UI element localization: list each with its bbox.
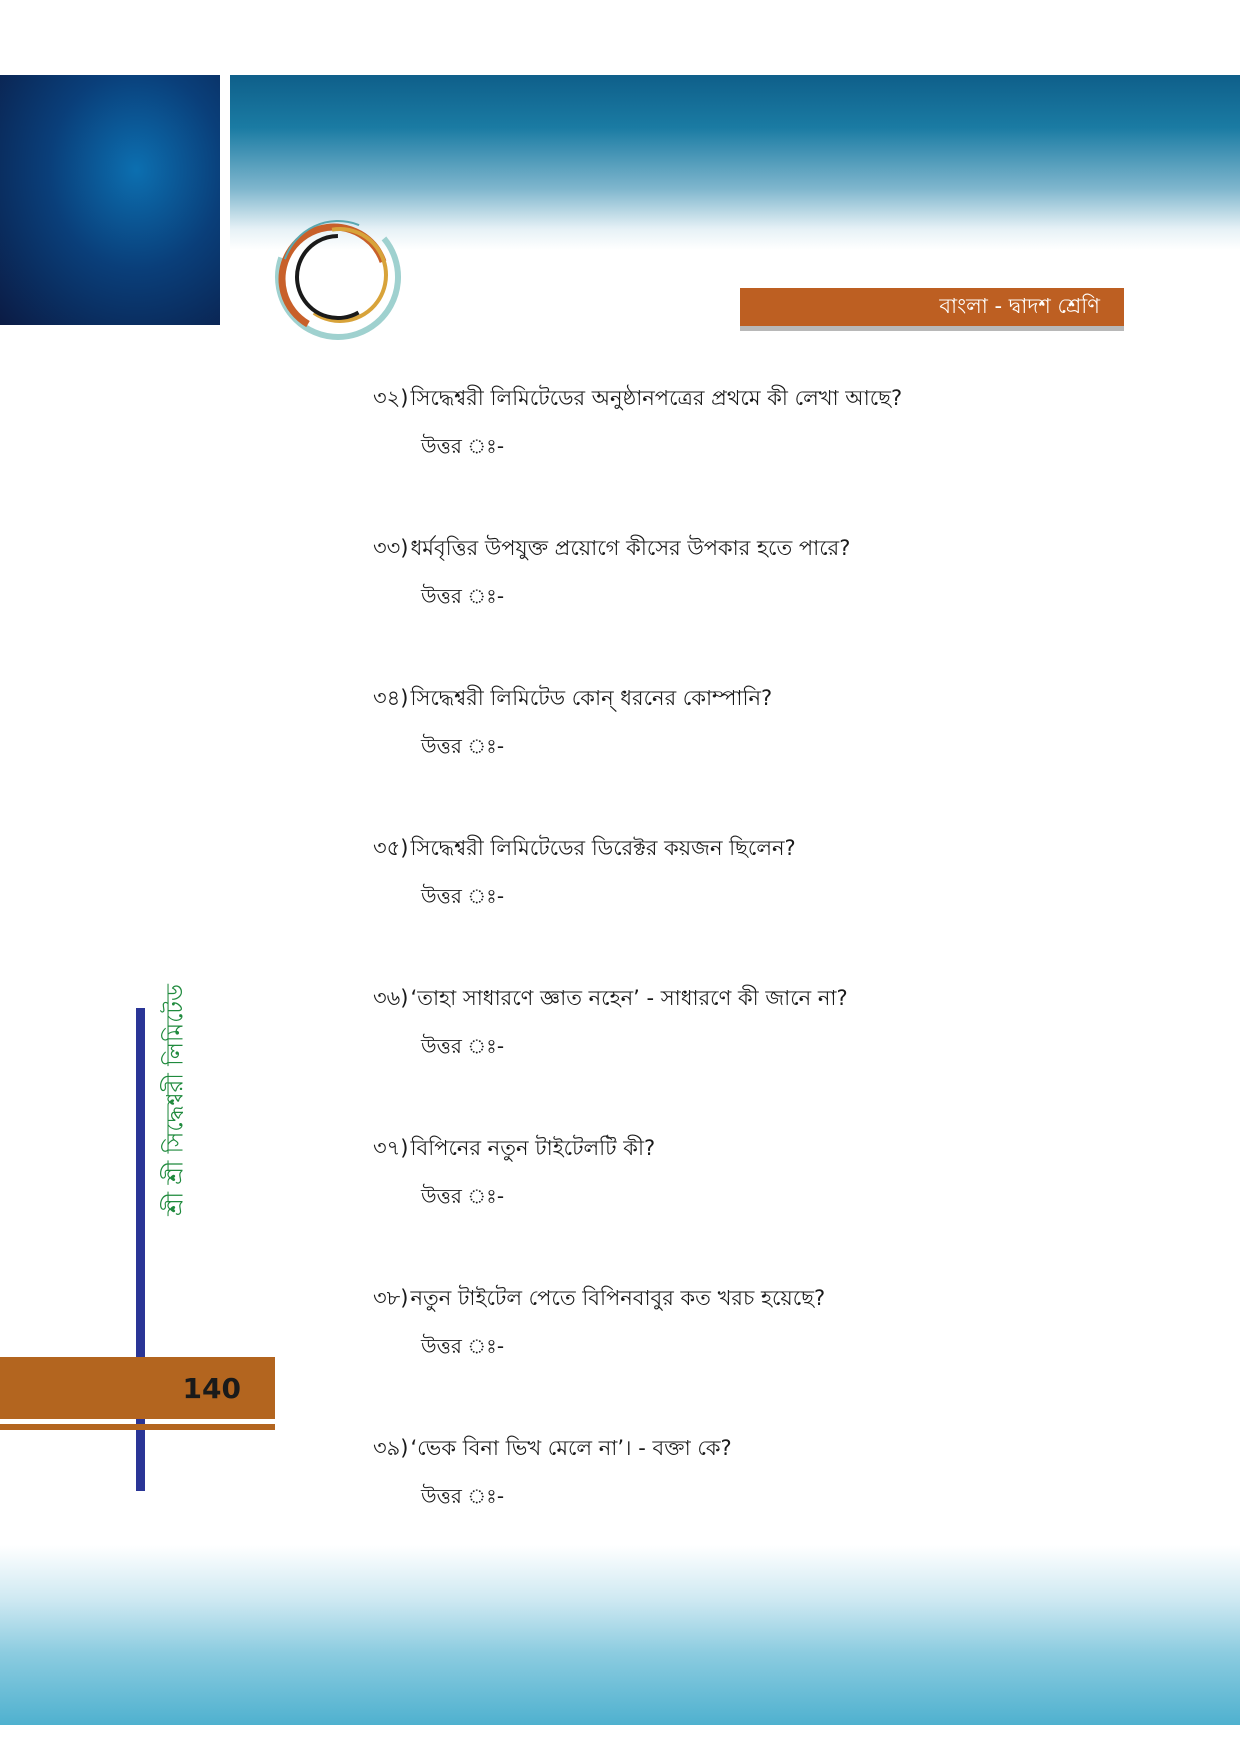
question-item [373,368,1193,518]
chapter-title-text: শ্রী শ্রী সিদ্ধেশ্বরী লিমিটেড [162,984,189,1216]
question-number: ৩৩) [373,536,409,560]
question-number: ৩৫) [373,836,409,860]
answer-label: উত্তর ঃ- [421,1184,505,1208]
answer-label: উত্তর ঃ- [421,884,505,908]
question-number: ৩৮) [373,1286,409,1310]
question-list [373,368,1193,1568]
page-number: 140 [182,1371,241,1405]
question-item [373,668,1193,818]
circle-logo-icon [268,207,408,345]
question-text: সিদ্ধেশ্বরী লিমিটেডের ডিরেক্টর কয়জন ছিলেন? [410,836,796,860]
question-text: সিদ্ধেশ্বরী লিমিটেড কোন্ ধরনের কোম্পানি? [410,686,773,710]
question-item [373,818,1193,968]
question-item [373,968,1193,1118]
header-divider [220,75,230,250]
question-number: ৩৭) [373,1136,409,1160]
question-text: ‘তাহা সাধারণে জ্ঞাত নহেন’ - সাধারণে কী জানে না? [410,986,848,1010]
corner-decoration [0,75,220,325]
question-number: ৩৯) [373,1436,409,1460]
answer-label: উত্তর ঃ- [421,1034,505,1058]
question-item [373,1268,1193,1418]
question-text: ‘ভেক বিনা ভিখ মেলে না’। - বক্তা কে? [410,1436,732,1460]
page-number-band [0,1357,275,1419]
question-item [373,1118,1193,1268]
question-number: ৩৬) [373,986,409,1010]
question-number: ৩২) [373,386,409,410]
answer-label: উত্তর ঃ- [421,434,505,458]
page-band-underline [0,1424,275,1430]
question-number: ৩৪) [373,686,409,710]
footer-band [0,1545,1240,1725]
answer-label: উত্তর ঃ- [421,734,505,758]
subject-tag [740,288,1124,326]
question-text: নতুন টাইটেল পেতে বিপিনবাবুর কত খরচ হয়েছে? [410,1286,826,1310]
question-text: সিদ্ধেশ্বরী লিমিটেডের অনুষ্ঠানপত্রের প্রথমে কী লেখা আছে? [410,386,903,410]
answer-label: উত্তর ঃ- [421,1484,505,1508]
footer-margin [0,1725,1240,1755]
question-text: বিপিনের নতুন টাইটেলটি কী? [410,1136,656,1160]
answer-label: উত্তর ঃ- [421,1334,505,1358]
question-text: ধর্মবৃত্তির উপযুক্ত প্রয়োগে কীসের উপকার হতে পারে? [410,536,851,560]
subject-label: বাংলা - দ্বাদশ শ্রেণি [939,293,1100,318]
answer-label: উত্তর ঃ- [421,584,505,608]
question-item [373,518,1193,668]
